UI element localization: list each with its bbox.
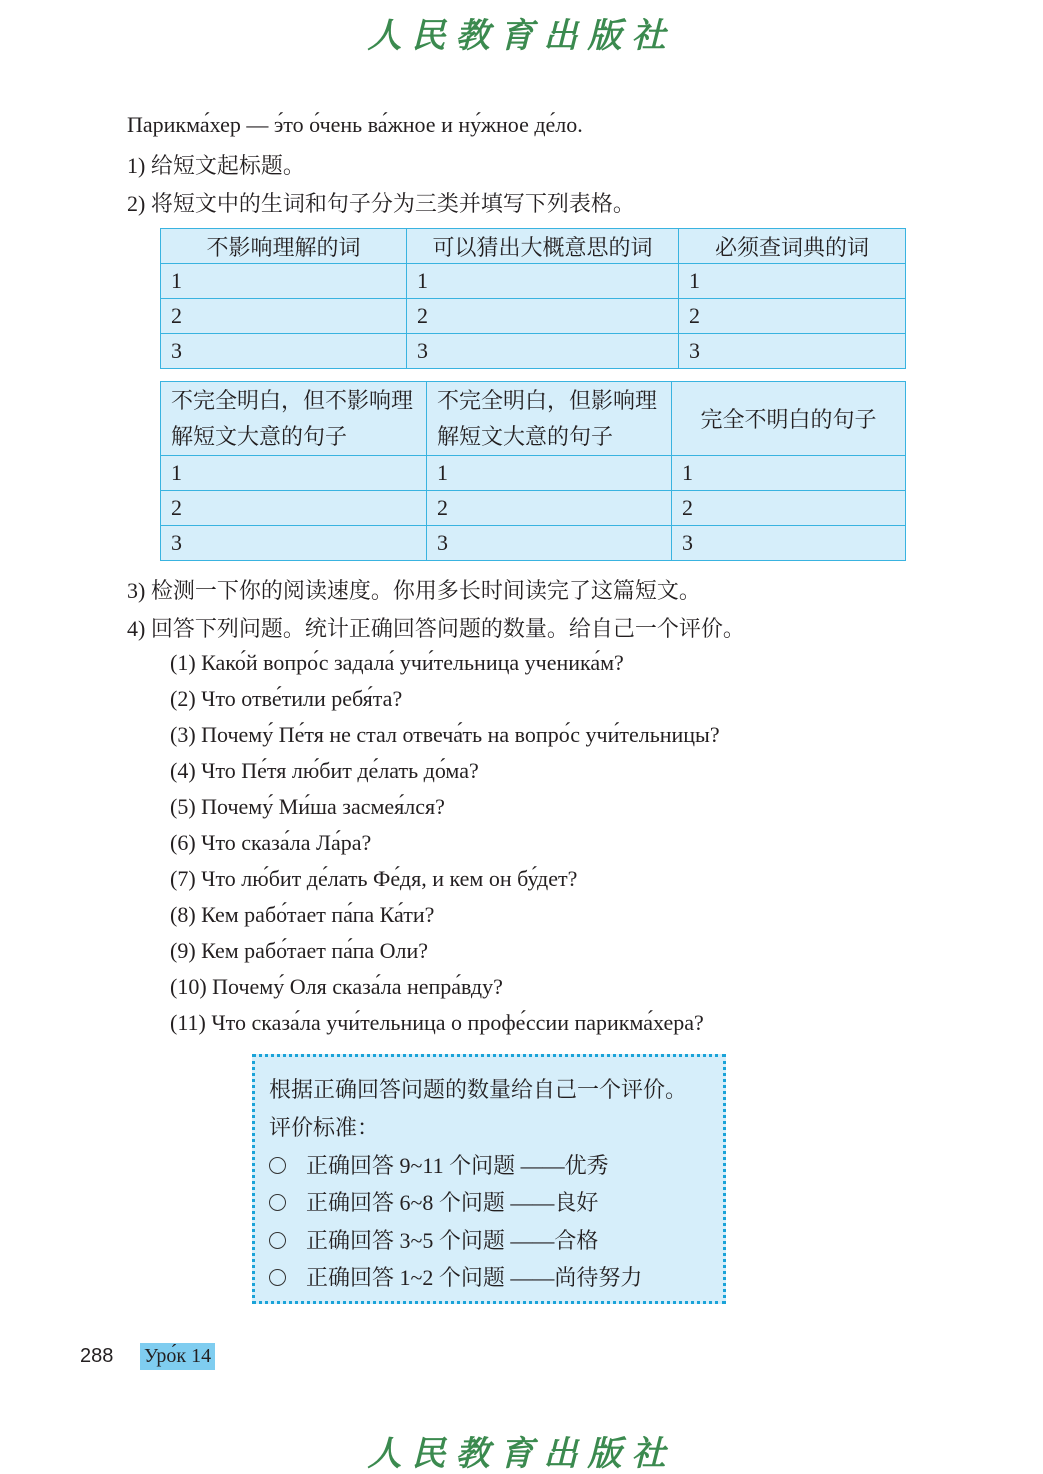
circle-icon — [269, 1232, 286, 1249]
lesson-label: Уро́к 14 — [140, 1343, 215, 1370]
table-cell: 2 — [407, 299, 679, 334]
table-cell: 1 — [427, 456, 672, 491]
table-cell: 3 — [672, 526, 906, 561]
table-cell: 2 — [427, 491, 672, 526]
sentences-table — [160, 381, 906, 561]
criteria-item: 正确回答 3~5 个问题 ——合格 — [269, 1224, 598, 1255]
task-3: 3) 检测一下你的阅读速度。你用多长时间读完了这篇短文。 — [127, 578, 701, 603]
circle-icon — [269, 1194, 286, 1211]
question-item: (2) Что отве́тили ребя́та? — [170, 686, 403, 711]
question-item: (6) Что сказа́ла Ла́ра? — [170, 830, 372, 855]
question-item: (7) Что лю́бит де́лать Фе́дя, и кем он бу́дет? — [170, 866, 578, 891]
task-1: 1) 给短文起标题。 — [127, 153, 305, 178]
table-header: 完全不明白的句子 — [672, 382, 906, 456]
table-header: 不完全明白，但不影响理解短文大意的句子 — [161, 382, 427, 456]
criteria-label: 评价标准： — [269, 1115, 380, 1140]
table-header: 必须查词典的词 — [679, 229, 906, 264]
evaluation-title: 根据正确回答问题的数量给自己一个评价。 — [269, 1077, 688, 1102]
table-cell: 1 — [161, 264, 407, 299]
question-item: (11) Что сказа́ла учи́тельница о профе́ссии парикма́хера? — [170, 1010, 704, 1035]
criteria-item: 正确回答 9~11 个问题 ——优秀 — [269, 1149, 609, 1180]
question-item: (10) Почему́ Оля сказа́ла непра́вду? — [170, 974, 503, 999]
page-number: 288 — [80, 1345, 114, 1367]
table-cell: 3 — [407, 334, 679, 369]
table-cell: 2 — [679, 299, 906, 334]
evaluation-box — [252, 1054, 726, 1304]
intro-sentence: Парикма́хер — э́то о́чень ва́жное и ну́жное де́ло. — [127, 112, 583, 137]
table-cell: 3 — [161, 334, 407, 369]
circle-icon — [269, 1157, 286, 1174]
question-item: (8) Кем рабо́тает па́па Ка́ти? — [170, 902, 435, 927]
publisher-logo-header: 人民教育出版社 — [367, 16, 676, 56]
table-cell: 3 — [161, 526, 427, 561]
question-item: (3) Почему́ Пе́тя не стал отвеча́ть на вопро́с учи́тельницы? — [170, 722, 720, 747]
table-cell: 1 — [161, 456, 427, 491]
question-item: (4) Что Пе́тя лю́бит де́лать до́ма? — [170, 758, 479, 783]
task-2: 2) 将短文中的生词和句子分为三类并填写下列表格。 — [127, 191, 635, 216]
question-item: (5) Почему́ Ми́ша засмея́лся? — [170, 794, 445, 819]
table-cell: 1 — [679, 264, 906, 299]
publisher-logo-footer: 人民教育出版社 — [367, 1434, 676, 1474]
words-table — [160, 228, 906, 369]
criteria-item: 正确回答 6~8 个问题 ——良好 — [269, 1186, 598, 1217]
table-cell: 2 — [161, 299, 407, 334]
table-cell: 1 — [407, 264, 679, 299]
criteria-item: 正确回答 1~2 个问题 ——尚待努力 — [269, 1261, 642, 1292]
table-cell: 2 — [672, 491, 906, 526]
table-cell: 3 — [679, 334, 906, 369]
question-item: (1) Како́й вопро́с задала́ учи́тельница ученика́м? — [170, 650, 624, 675]
table-header: 不影响理解的词 — [161, 229, 407, 264]
table-header: 不完全明白，但影响理解短文大意的句子 — [427, 382, 672, 456]
circle-icon — [269, 1269, 286, 1286]
task-4: 4) 回答下列问题。统计正确回答问题的数量。给自己一个评价。 — [127, 616, 745, 641]
table-cell: 2 — [161, 491, 427, 526]
table-header: 可以猜出大概意思的词 — [407, 229, 679, 264]
question-item: (9) Кем рабо́тает па́па Оли? — [170, 938, 429, 963]
table-cell: 3 — [427, 526, 672, 561]
table-cell: 1 — [672, 456, 906, 491]
